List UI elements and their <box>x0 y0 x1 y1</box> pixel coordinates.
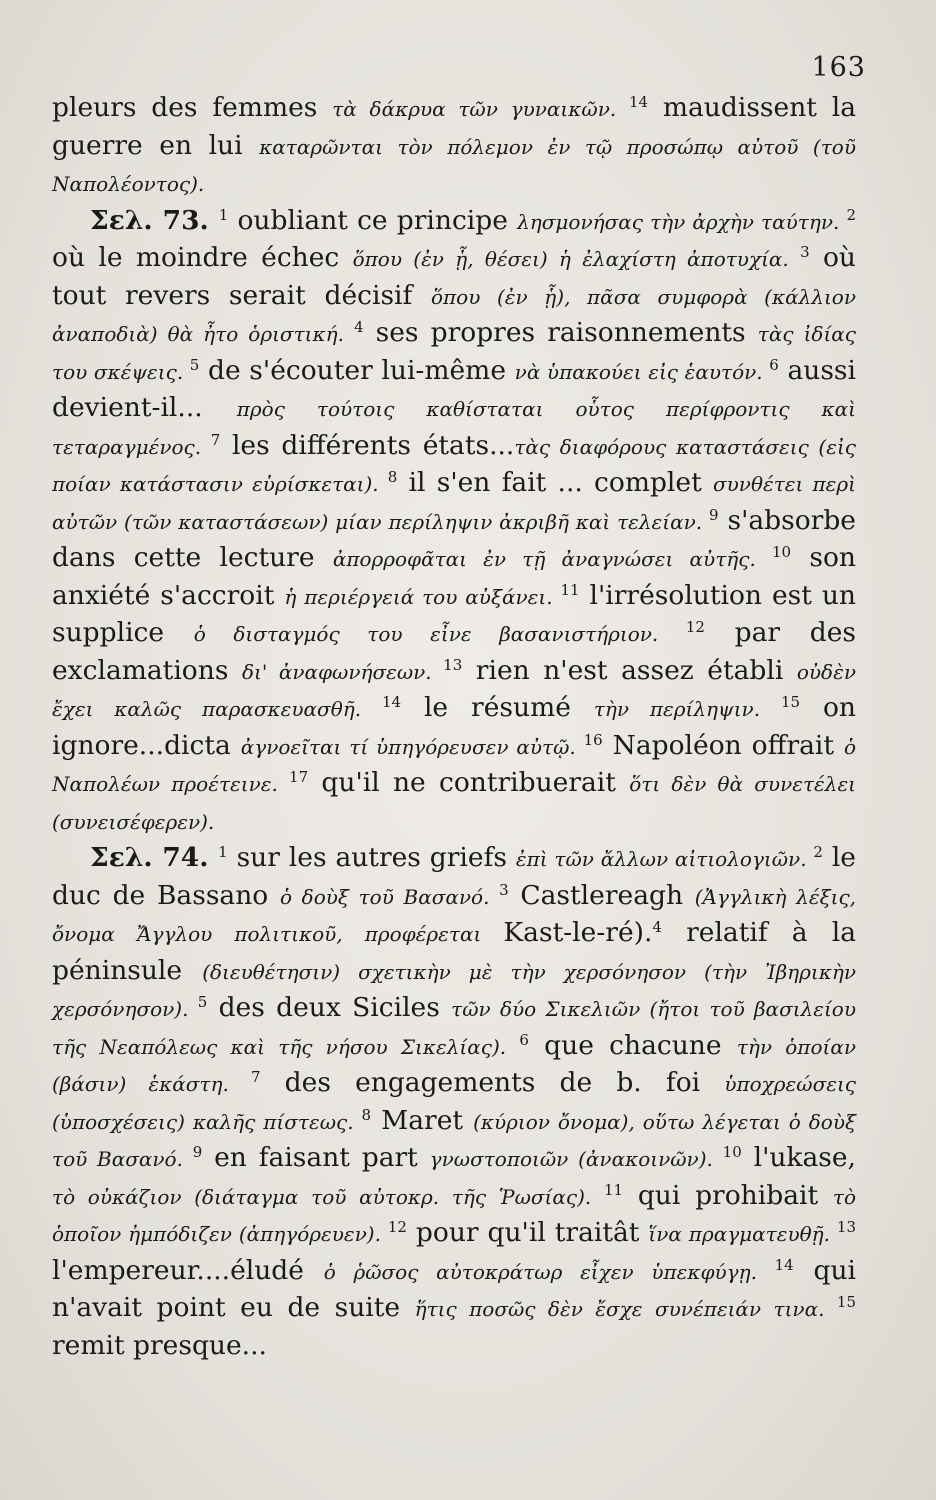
note-number: 3 <box>499 880 509 899</box>
greek-gloss: τὰς διαφόρους καταστάσεις (εἰς ποίαν κατάστασιν εὑρίσκεται). <box>52 434 856 496</box>
french-text: pour qu'il traitât <box>406 1217 649 1248</box>
french-text: l'empereur....éludé <box>52 1254 324 1286</box>
french-text: ses propres raisonnements <box>363 317 758 348</box>
note-number: 1 <box>218 843 228 861</box>
greek-gloss: ὁ ῥῶσος αὐτοκράτωρ εἶχεν ὑπεκφύγῃ. <box>323 1259 775 1284</box>
french-text: de s'écouter lui-même <box>199 354 515 386</box>
note-number: 4 <box>652 918 662 936</box>
greek-gloss: ὑποχρεώσεις (ὑποσχέσεις) καλῆς πίστεως. <box>52 1072 857 1134</box>
note-number: 15 <box>780 693 801 711</box>
french-text: Castlereagh <box>508 879 695 911</box>
greek-gloss: (διευθέτησιν) σχετικὴν μὲ τὴν χερσόνησον (τὴν Ἰβηρικὴν χερσόνησον). <box>52 959 856 1021</box>
note-number: 2 <box>846 205 856 224</box>
french-text: maudissent la guerre en lui <box>52 92 857 161</box>
french-text: que chacune <box>528 1029 737 1061</box>
greek-gloss: τὸ ὁποῖον ἠμπόδιζεν (ἀπηγόρευεν). <box>52 1184 856 1246</box>
greek-gloss: (Ἀγγλικὴ λέξις, ὄνομα Ἄγγλου πολιτικοῦ, προφέρεται <box>52 884 856 946</box>
french-text: il s'en fait ... complet <box>397 467 713 498</box>
french-text: on ignore...dicta <box>52 692 856 761</box>
greek-gloss: ὁ Ναπολέων προέτεινε. <box>52 734 857 796</box>
note-number: 17 <box>289 768 309 786</box>
greek-gloss: τὴν ὁποίαν (βάσιν) ἑκάστη. <box>52 1034 857 1096</box>
greek-gloss: ὅπου (ἐν ᾗ, θέσει) ἡ ἐλαχίστη ἀποτυχία. <box>352 247 801 271</box>
french-text: le résumé <box>401 692 594 723</box>
french-text: Maret <box>371 1104 474 1136</box>
french-text: des engagements de b. foi <box>260 1067 725 1098</box>
french-text: sur les autres griefs <box>227 842 516 873</box>
greek-gloss: πρὸς τούτοις καθίσταται οὗτος περίφροντις καὶ τεταραγμένος. <box>52 397 857 459</box>
paragraph <box>52 90 856 203</box>
french-text: qui n'avait point eu de suite <box>52 1254 856 1323</box>
french-text: l'ukase, <box>741 1142 856 1173</box>
note-number: 14 <box>774 1255 794 1274</box>
french-text: où tout revers serait décisif <box>52 242 856 311</box>
note-number: 8 <box>387 468 398 486</box>
french-text: rien n'est assez établi <box>462 654 797 686</box>
greek-gloss: δι' ἀναφωνήσεων. <box>241 659 444 684</box>
note-number: 11 <box>603 1180 624 1199</box>
french-text: les différents états... <box>220 429 515 461</box>
paragraph <box>52 840 856 1363</box>
greek-gloss: ἥτις ποσῶς δὲν ἔσχε συνέπειάν τινα. <box>414 1297 837 1321</box>
note-number: 15 <box>836 1293 856 1311</box>
note-number: 5 <box>189 355 200 374</box>
french-text: en faisant part <box>202 1142 430 1173</box>
greek-gloss: τὰ δάκρυα τῶν γυναικῶν. <box>332 97 629 121</box>
note-number: 2 <box>813 843 823 861</box>
greek-gloss: ὅτι δὲν θὰ συνετέλει (συνεισέφερεν). <box>52 772 857 834</box>
page-number: 163 <box>811 52 866 83</box>
greek-gloss: τὸ οὐκάζιον (διάταγμα τοῦ αὐτοκρ. τῆς Ῥωσίας). <box>52 1184 604 1209</box>
greek-gloss: ὁ δοὺξ τοῦ Βασανό. <box>279 884 500 909</box>
french-text: où le moindre échec <box>52 242 353 273</box>
french-text: relatif à la péninsule <box>52 917 857 986</box>
note-number: 12 <box>387 1218 407 1236</box>
greek-gloss: λησμονήσας τὴν ἀρχὴν ταύτην. <box>517 209 847 234</box>
note-number: 10 <box>772 543 792 561</box>
greek-gloss: τὴν περίληψιν. <box>593 697 781 721</box>
note-number: 4 <box>353 318 364 336</box>
greek-gloss: γνωστοποιῶν (ἀνακοινῶν). <box>429 1147 723 1171</box>
french-text: des deux Siciles <box>207 992 452 1023</box>
greek-gloss: τῶν δύο Σικελιῶν (ἤτοι τοῦ βασιλείου τῆς Νεαπόλεως καὶ τῆς νήσου Σικελίας). <box>52 997 857 1059</box>
french-text: Napoléon offrait <box>602 729 844 761</box>
greek-gloss: οὐδὲν ἔχει καλῶς παρασκευασθῆ. <box>52 659 856 721</box>
french-text: qu'il ne contribuerait <box>308 767 630 798</box>
greek-gloss: (κύριον ὄνομα), οὕτω λέγεται ὁ δοὺξ τοῦ Βασανό. <box>52 1109 856 1171</box>
note-number: 14 <box>381 693 402 711</box>
note-number: 10 <box>722 1143 742 1161</box>
note-number: 7 <box>210 430 221 449</box>
note-number: 1 <box>218 205 229 224</box>
note-number: 5 <box>197 993 208 1011</box>
french-text: s'absorbe dans cette lecture <box>52 504 856 573</box>
note-number: 9 <box>192 1143 203 1161</box>
note-number: 16 <box>583 730 603 749</box>
french-text: aussi devient-il... <box>52 354 856 423</box>
note-number: 14 <box>628 93 649 111</box>
greek-gloss: ἀγνοεῖται τί ὑπηγόρευσεν αὐτῷ. <box>240 734 584 759</box>
french-text: le duc de Bassano <box>52 842 856 911</box>
greek-gloss: ἐπὶ τῶν ἄλλων αἰτιολογιῶν. <box>515 847 814 871</box>
greek-gloss: ἡ περιέργειά του αὐξάνει. <box>284 584 561 609</box>
note-number: 3 <box>800 243 810 261</box>
greek-gloss: νὰ ὑπακούει εἰς ἑαυτόν. <box>514 359 770 384</box>
greek-gloss: ὁ δισταγμός του εἶνε βασανιστήριον. <box>193 622 686 646</box>
french-text: qui prohibait <box>623 1179 833 1211</box>
french-text: oubliant ce principe <box>228 204 518 236</box>
greek-gloss: τὰς ἰδίας του σκέψεις. <box>52 322 857 384</box>
section-heading: Σελ. 73. <box>90 204 219 236</box>
french-text: son anxiété s'accroit <box>52 542 856 611</box>
note-number: 11 <box>560 580 580 599</box>
note-number: 13 <box>836 1218 856 1236</box>
note-number: 12 <box>685 618 705 636</box>
greek-gloss: συνθέτει περὶ αὐτῶν (τῶν καταστάσεων) μίαν περίληψιν ἀκριβῆ καὶ τελείαν. <box>52 472 856 534</box>
greek-gloss: ἀπορροφᾶται ἐν τῇ ἀναγνώσει αὐτῆς. <box>332 547 773 571</box>
note-number: 7 <box>250 1068 261 1086</box>
french-text: Kast-le-ré). <box>503 917 653 948</box>
page-body <box>52 90 856 1363</box>
greek-gloss: καταρῶνται τὸν πόλεμον ἐν τῷ προσώπῳ αὐτοῦ (τοῦ Ναπολέοντος). <box>52 134 856 196</box>
note-number: 9 <box>709 505 719 524</box>
greek-gloss: ὅπου (ἐν ᾗ), πᾶσα συμφορὰ (κάλλιον ἀναποδιὰ) θὰ ἦτο ὁριστική. <box>52 284 856 346</box>
french-text: pleurs des femmes <box>52 92 333 123</box>
section-heading: Σελ. 74. <box>90 842 219 873</box>
french-text: l'irrésolution est un supplice <box>52 579 856 648</box>
french-text: par des exclamations <box>52 617 856 686</box>
note-number: 6 <box>769 355 779 374</box>
greek-gloss: ἵνα πραγματευθῇ. <box>648 1222 837 1246</box>
note-number: 8 <box>361 1105 372 1124</box>
french-text: remit presque... <box>52 1329 267 1361</box>
note-number: 6 <box>519 1030 529 1049</box>
note-number: 13 <box>443 655 463 674</box>
paragraph <box>52 203 856 841</box>
